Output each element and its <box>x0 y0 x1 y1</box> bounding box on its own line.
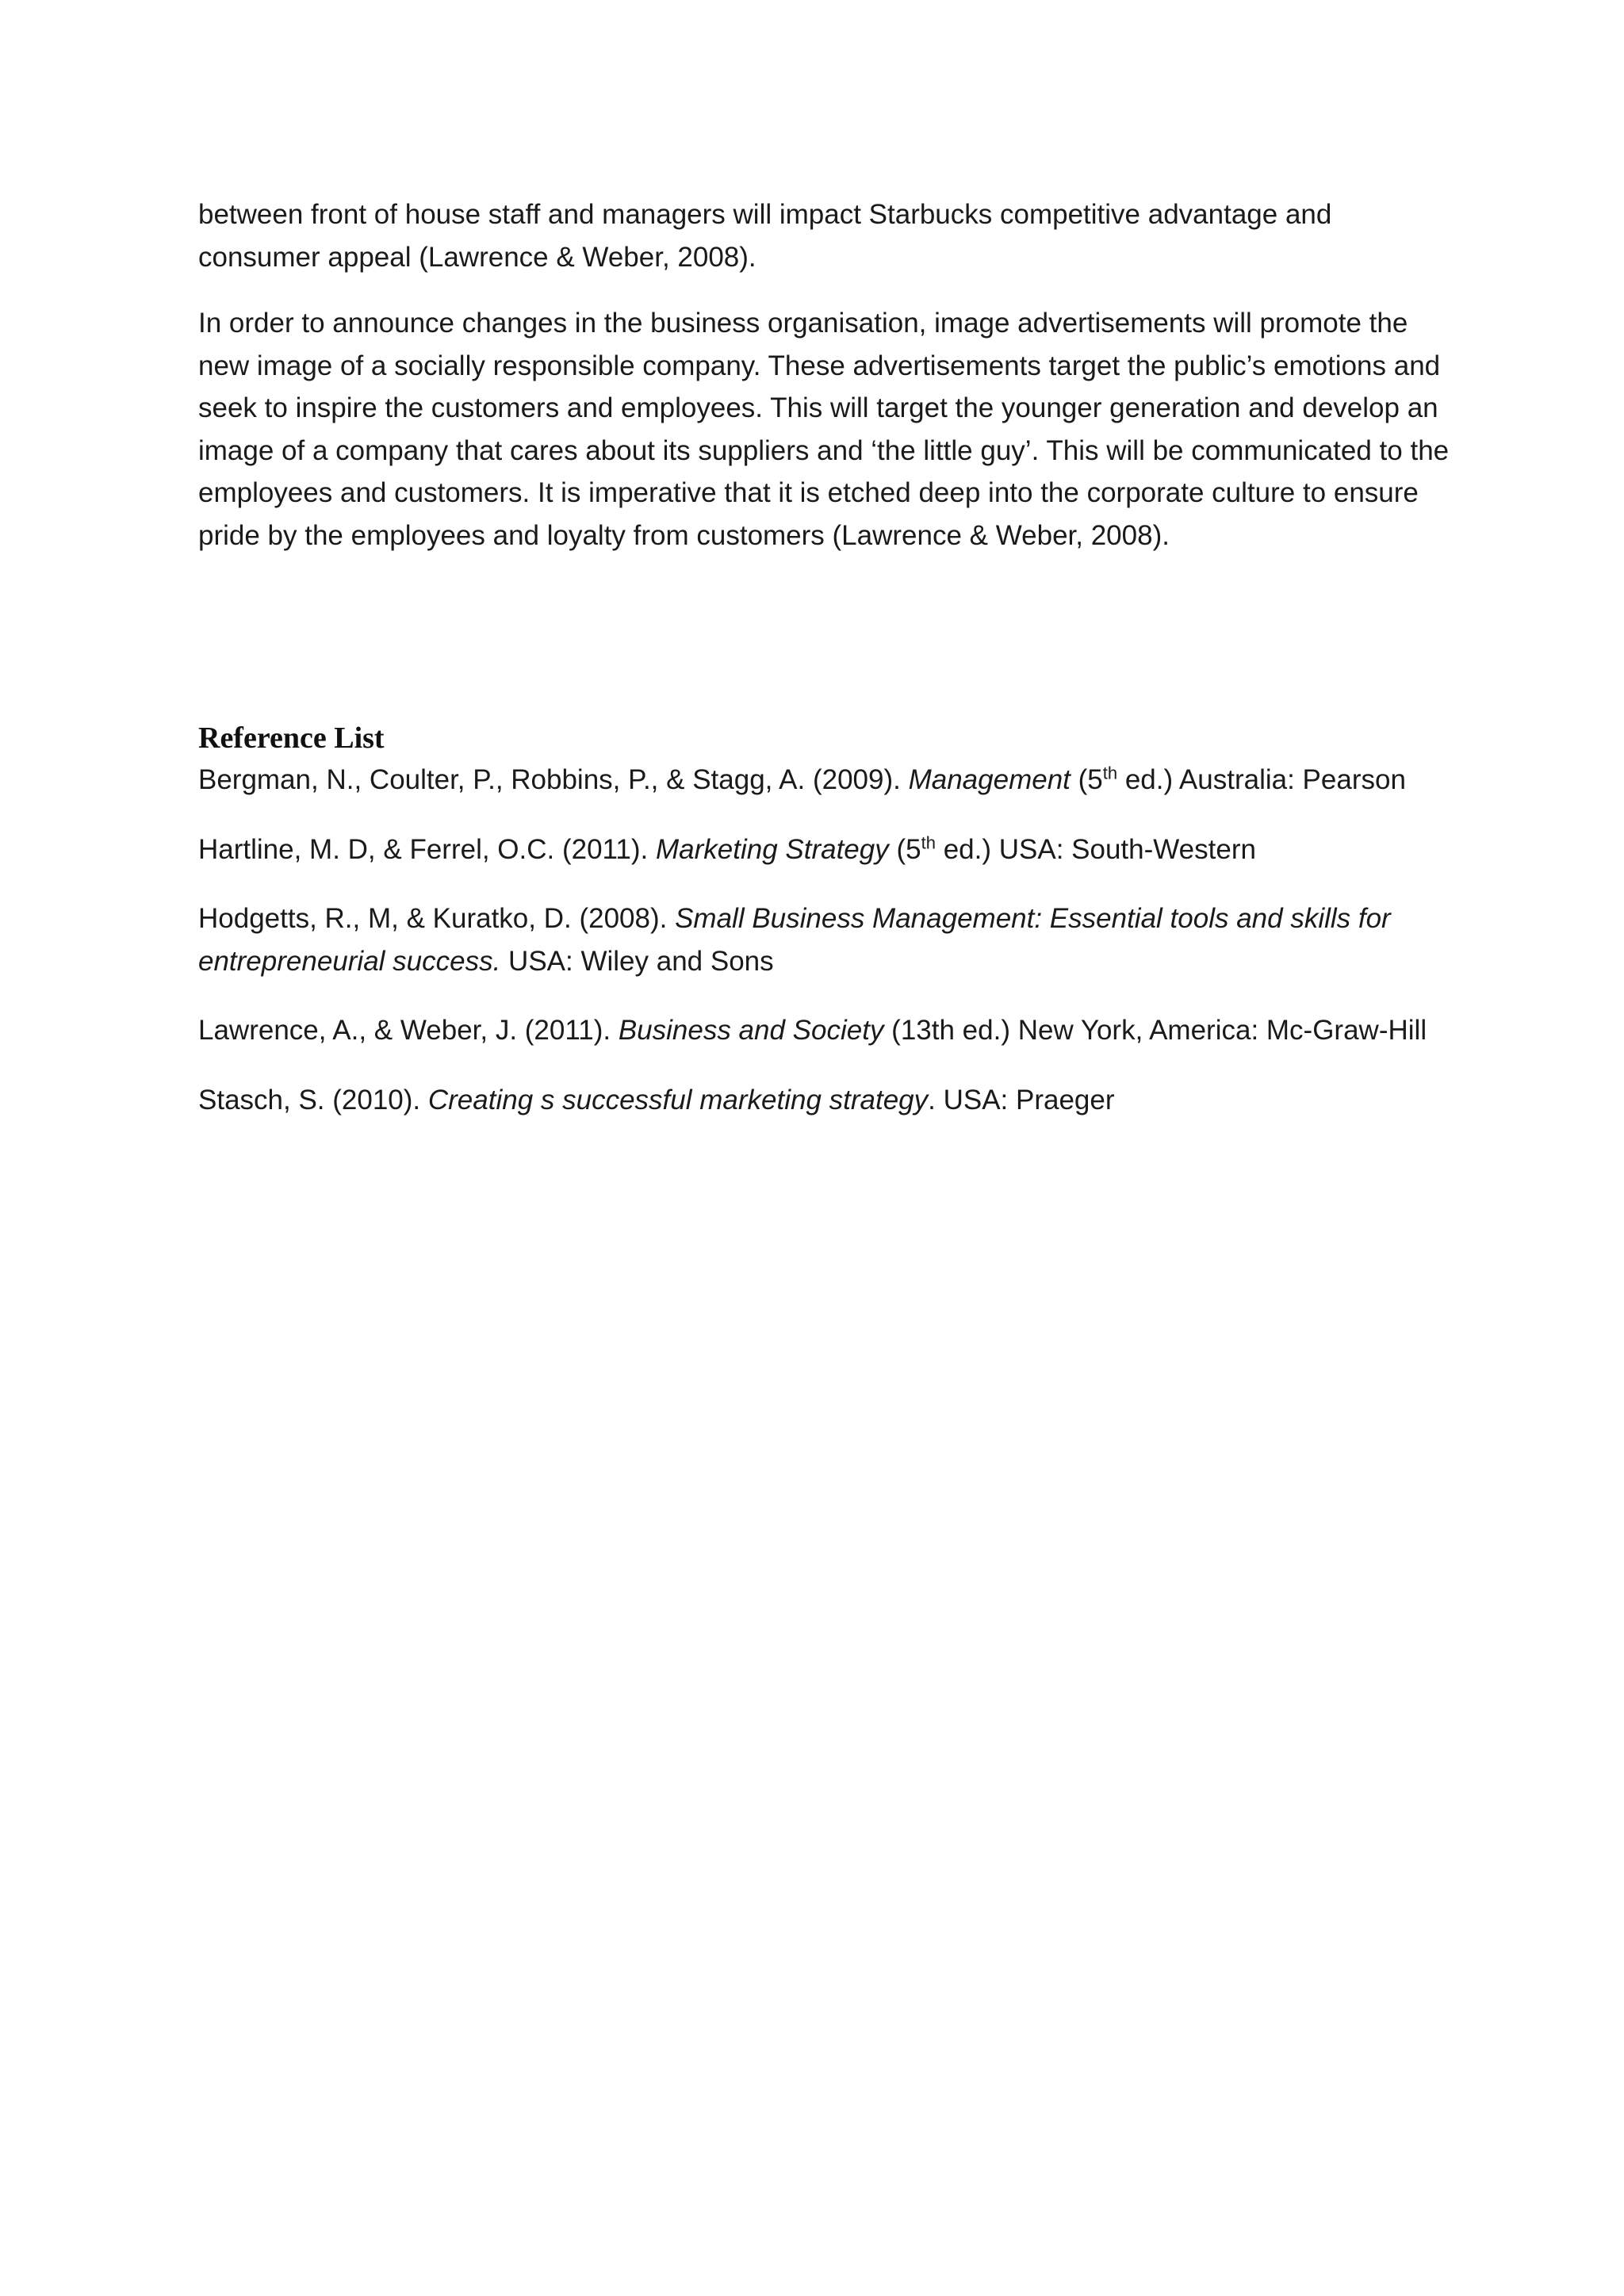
body-paragraph-1: between front of house staff and managers will impact Starbucks competitive advantage and consumer appeal (Lawrence & Weber, 2008). <box>198 199 1332 273</box>
reference-title: Business and Society <box>618 1015 884 1046</box>
reference-item-5 <box>198 1079 1451 1122</box>
reference-list-heading: Reference List <box>198 721 385 755</box>
reference-authors: Hartline, M. D, & Ferrel, O.C. (2011). <box>198 833 656 865</box>
page-content <box>198 193 1451 1148</box>
reference-title: Creating s successful marketing strategy <box>427 1084 929 1115</box>
reference-publisher: ed.) Australia: Pearson <box>1117 764 1406 795</box>
section-spacer <box>198 580 1451 718</box>
reference-publisher: (13th ed.) New York, America: Mc-Graw-Hill <box>883 1015 1427 1046</box>
reference-authors: Stasch, S. (2010). <box>198 1084 428 1115</box>
reference-edition-suffix: th <box>1102 763 1118 783</box>
body-paragraph-2: In order to announce changes in the business organisation, image advertisements will promote the new image of a socially responsible company. These advertisements target the public’s emotions and seek to inspire the customers and employees. This will target the younger generation and develop an image of a company that cares about its suppliers and ‘the little guy’. This will be communicated to the employees and customers. It is imperative that it is etched deep into the corporate culture to ensure pride by the employees and loyalty from customers (Lawrence & Weber, 2008). <box>198 308 1450 551</box>
reference-publisher: ed.) USA: South-Western <box>935 833 1256 865</box>
reference-authors: Lawrence, A., & Weber, J. (2011). <box>198 1015 619 1046</box>
reference-authors: Hodgetts, R., M, & Kuratko, D. (2008). <box>198 903 676 934</box>
reference-title: Marketing Strategy <box>656 833 889 865</box>
reference-edition-suffix: th <box>921 832 936 852</box>
reference-edition: (5 <box>1070 764 1103 795</box>
reference-edition: (5 <box>888 833 921 865</box>
reference-publisher: USA: Wiley and Sons <box>500 945 774 977</box>
reference-title: Management <box>908 764 1071 795</box>
reference-item-3 <box>198 897 1451 982</box>
reference-publisher: . USA: Praeger <box>928 1084 1115 1115</box>
reference-item-1 <box>198 759 1451 802</box>
reference-authors: Bergman, N., Coulter, P., Robbins, P., & Stagg, A. (2009). <box>198 764 909 795</box>
reference-item-4 <box>198 1009 1451 1052</box>
reference-title: Small Business Management: Essential tools and skills for entrepreneurial success. <box>198 903 1391 977</box>
reference-item-2 <box>198 828 1451 871</box>
